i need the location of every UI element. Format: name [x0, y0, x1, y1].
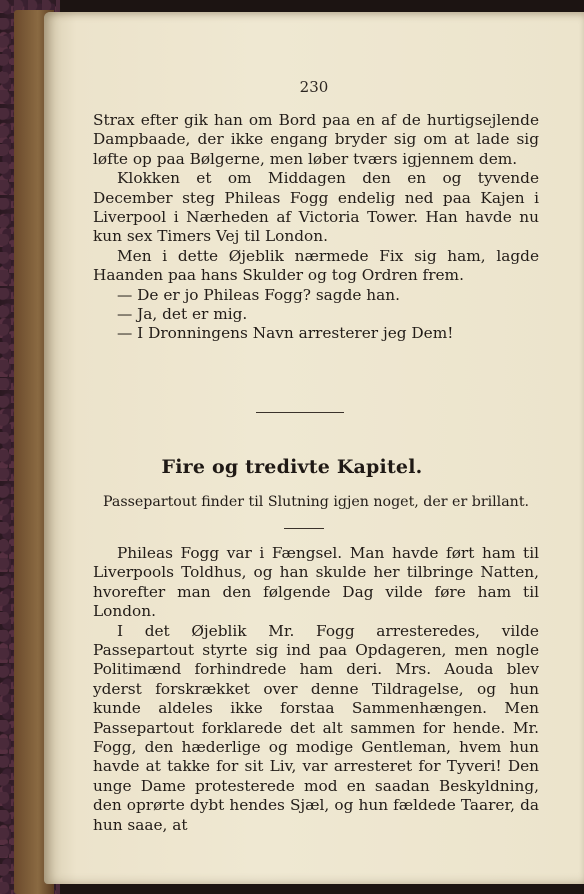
- paragraph-5: I det Øjeblik Mr. Fogg arresteredes, vilde Passepartout styrte sig ind paa Opdageren, men nogle Politimænd forhindrede ham deri. Mrs. Aouda blev yderst forskrækket over denne Tildragelse, og hun kunde aldeles ikke forstaa Sammenhængen. Men Passepartout forklarede det alt sammen for hende. Mr. Fogg, den hæderlige og modige Gentleman, hvem hun havde at takke for sit Liv, var arresteret for Tyveri! Den unge Dame protesterede mod en saadan Beskyldning, den oprørte dybt hendes Sjæl, og hun fældede Taarer, da hun saae, at: [93, 621, 539, 834]
- text-block-top: [93, 111, 539, 344]
- chapter-title: Fire og tredivte Kapitel.: [161, 456, 423, 478]
- page-number: 230: [299, 78, 329, 96]
- chapter-subtitle: Passepartout finder til Slutning igjen noget, der er brillant.: [102, 494, 530, 510]
- paragraph-3: Men i dette Øjeblik nærmede Fix sig ham, lagde Haanden paa hans Skulder og tog Ordren frem.: [93, 246, 539, 285]
- dialog-line-1: — De er jo Phileas Fogg? sagde han.: [117, 285, 400, 304]
- dialog-line-3: — I Dronningens Navn arresterer jeg Dem!: [117, 324, 454, 343]
- chapter-rule: [284, 528, 324, 529]
- paragraph-2: Klokken et om Middagen den en og tyvende December steg Phileas Fogg endelig ned paa Kajen i Liverpool i Nærheden af Victoria Tower. Han havde nu kun sex Timers Vej til London.: [93, 169, 539, 246]
- section-divider: [256, 412, 344, 413]
- dialog-line-2: — Ja, det er mig.: [117, 305, 248, 324]
- text-block-bottom: [93, 544, 539, 835]
- paragraph-4: Phileas Fogg var i Fængsel. Man havde ført ham til Liverpools Toldhus, og han skulde her tilbringe Natten, hvorefter man den følgende Dag vilde føre ham til London.: [93, 544, 539, 621]
- paragraph-1: Strax efter gik han om Bord paa en af de hurtigsejlende Dampbaade, der ikke engang bryder sig om at lade sig løfte op paa Bølgerne, men løber tværs igjennem dem.: [93, 111, 539, 168]
